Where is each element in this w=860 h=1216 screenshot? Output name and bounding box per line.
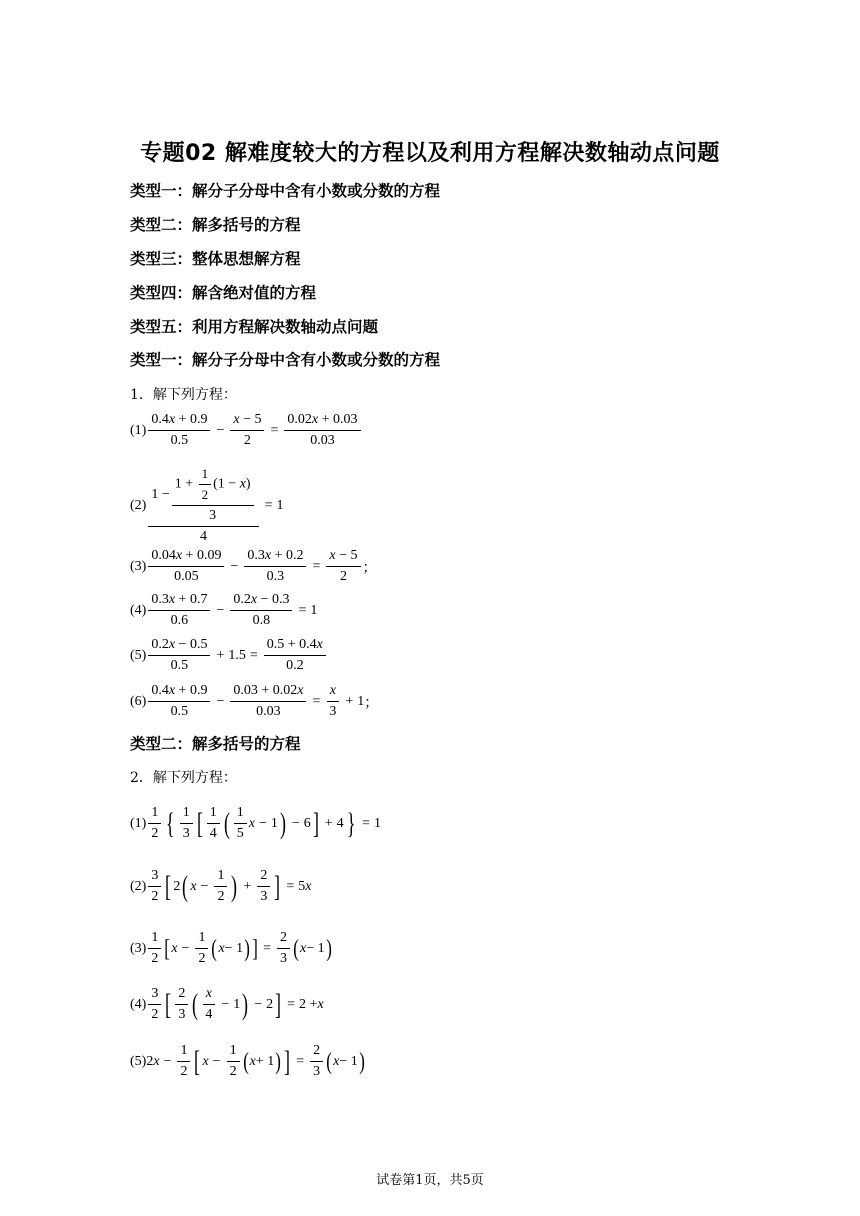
page-footer: 试卷第1页，共5页 [376, 1173, 484, 1188]
question-1: 1．解下列方程： [130, 387, 237, 403]
question-2: 2．解下列方程： [130, 770, 237, 786]
equation-1-4: (4) $\frac{0.3x + 0.7}{0.6}$ − $\frac{0.2x - 0.3}{0.8}$ = 1 [130, 592, 318, 628]
equation-1-6: (6) $\frac{0.4x + 0.9}{0.5}$ − $\frac{0.03 + 0.02x}{0.03}$ = $\frac{x}{3}$ + 1 ； [130, 683, 379, 719]
equation-2-5: (5) 2x − $\frac{1}{2}$ [ x − $\frac{1}{2}$ ( x + 1 ) ] = $\frac{2}{3}$ ( x − 1 ) [130, 1043, 365, 1079]
equation-label: (3) [130, 940, 147, 956]
equation-2-2: (2) $\frac{3}{2}$ [ 2 ( x − $\frac{1}{2}$ ) + $\frac{2}{3}$ ] = 5 x [130, 868, 312, 904]
equation-2-4: (4) $\frac{3}{2}$ [ $\frac{2}{3}$ ( $\frac{x}{4}$ − 1 ) − 2 ] = 2 + x [130, 986, 324, 1022]
equation-label: (1) [130, 422, 147, 438]
equation-label: (2) [130, 878, 147, 894]
equation-2-3: (3) $\frac{1}{2}$ [ x − $\frac{1}{2}$ ( x − 1 ) ] = $\frac{2}{3}$ ( x − 1 ) [130, 930, 332, 966]
section1-heading: 类型一：解分子分母中含有小数或分数的方程 [130, 351, 441, 369]
equation-1-5: (5) $\frac{0.2x - 0.5}{0.5}$ + 1.5 = $\frac{0.5 + 0.4x}{0.2}$ [130, 637, 328, 674]
toc-item-4: 类型四：解含绝对值的方程 [130, 284, 317, 302]
equation-label: (5) [130, 1053, 147, 1069]
equation-label: (2) [130, 497, 147, 513]
toc-item-3: 类型三：整体思想解方程 [130, 250, 301, 268]
equation-label: (5) [130, 647, 147, 663]
equation-1-3: (3) $\frac{0.04x + 0.09}{0.05}$ − $\frac{0.3x + 0.2}{0.3}$ = $\frac{x - 5}{2}$ ； [130, 548, 377, 584]
page-title: 专题02 解难度较大的方程以及利用方程解决数轴动点问题 [140, 141, 720, 166]
toc-item-5: 类型五：利用方程解决数轴动点问题 [130, 318, 379, 336]
equation-label: (6) [130, 693, 147, 709]
equation-label: (4) [130, 996, 147, 1012]
equation-2-1: (1) $\frac{1}{2}$ { $\frac{1}{3}$ [ $\frac{1}{4}$ ( $\frac{1}{5}$ x − 1 ) − 6 ] + 4 } = 1 [130, 805, 381, 841]
equation-label: (3) [130, 558, 147, 574]
toc-item-2: 类型二：解多括号的方程 [130, 216, 301, 234]
equation-1-1: (1) $\frac{0.4x + 0.9}{0.5}$ − $\frac{x - 5}{2}$ = $\frac{0.02x + 0.03}{0.03}$ [130, 412, 363, 449]
equation-1-2: (2) 1 − 1 + $\frac{1}{2}$ (1 − x) 3 4 = 1 [130, 466, 284, 544]
toc-item-1: 类型一：解分子分母中含有小数或分数的方程 [130, 182, 441, 200]
equation-label: (4) [130, 602, 147, 618]
section2-heading: 类型二：解多括号的方程 [130, 735, 301, 753]
equation-label: (1) [130, 815, 147, 831]
